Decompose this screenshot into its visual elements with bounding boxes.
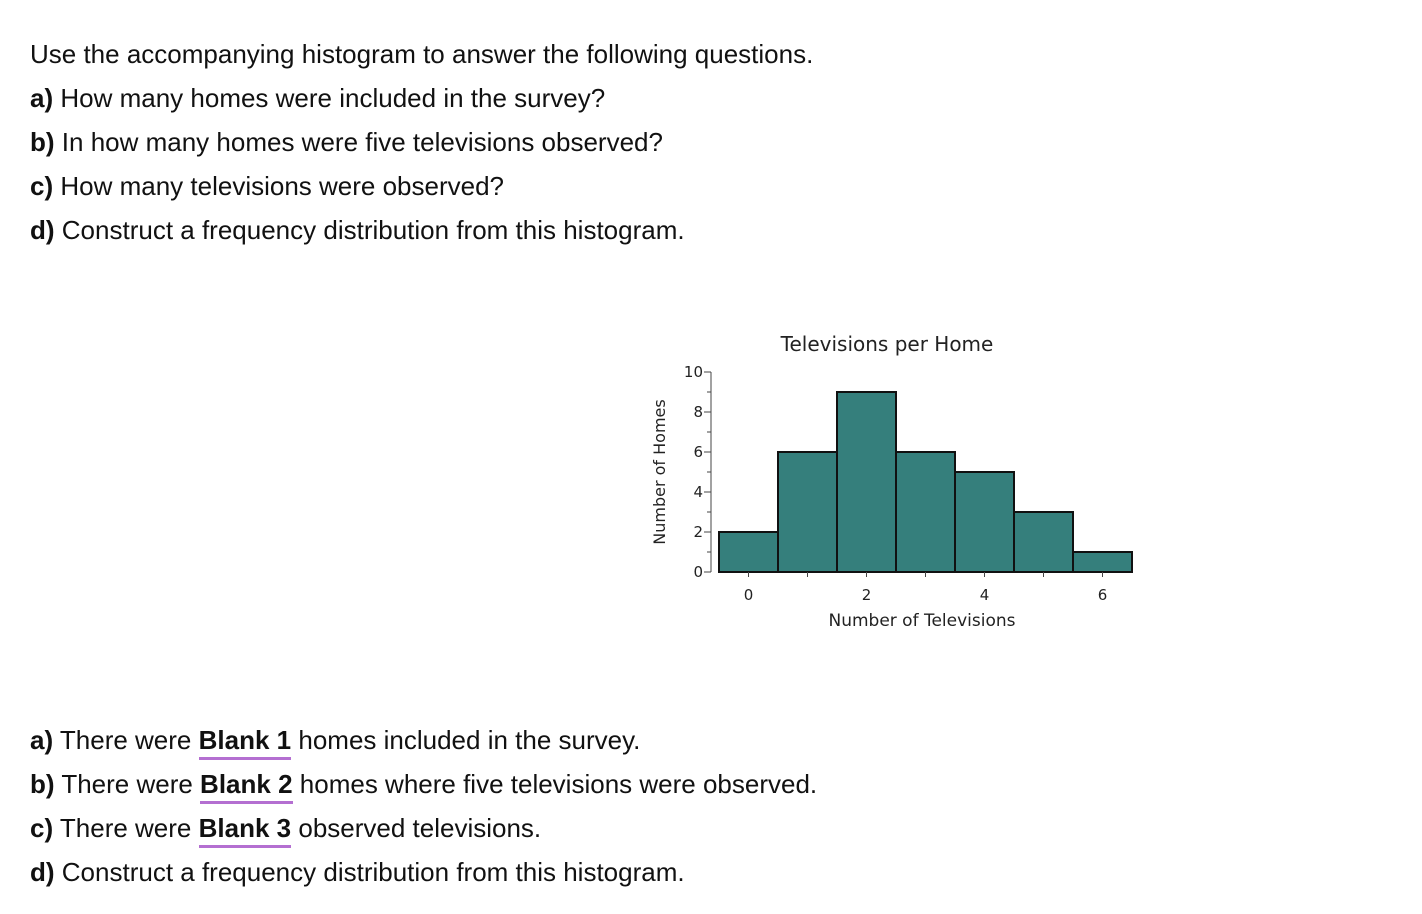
- x-axis-label: Number of Televisions: [828, 611, 1016, 631]
- x-tick-label: 2: [861, 586, 872, 604]
- question-intro: Use the accompanying histogram to answer the following questions.: [30, 39, 814, 69]
- y-tick-label: 8: [693, 403, 703, 421]
- x-tick-label: 6: [1097, 586, 1108, 604]
- question-block: [30, 36, 813, 256]
- answer-block: [30, 722, 817, 898]
- answer-d-label: d): [30, 857, 55, 887]
- histogram-bar-5: [1014, 512, 1073, 572]
- y-tick-label: 2: [693, 523, 703, 541]
- question-d-label: d): [30, 215, 55, 245]
- question-b-label: b): [30, 127, 55, 157]
- histogram-bar-2: [837, 392, 896, 572]
- blank-3-input[interactable]: Blank 3: [199, 813, 292, 848]
- question-b-text: In how many homes were five televisions observed?: [61, 127, 663, 157]
- question-c-text: How many televisions were observed?: [60, 171, 505, 201]
- answer-a-label: a): [30, 725, 54, 755]
- question-c: [30, 168, 813, 212]
- question-d-text: Construct a frequency distribution from this histogram.: [61, 215, 685, 245]
- answer-c-label: c): [30, 813, 54, 843]
- histogram-bar-1: [778, 452, 837, 572]
- question-a-label: a): [30, 83, 54, 113]
- bars-group: [719, 392, 1132, 572]
- answer-c: [30, 810, 817, 854]
- blank-2-input[interactable]: Blank 2: [200, 769, 293, 804]
- answer-b-after: homes where five televisions were observed.: [299, 769, 818, 799]
- y-tick-label: 4: [693, 483, 703, 501]
- answer-d-text: Construct a frequency distribution from this histogram.: [61, 857, 685, 887]
- histogram-chart: [640, 320, 1140, 640]
- answer-a-after: homes included in the survey.: [298, 725, 641, 755]
- y-tick-label: 10: [683, 363, 703, 381]
- answer-b-label: b): [30, 769, 55, 799]
- histogram-bar-0: [719, 532, 778, 572]
- y-axis-label: Number of Homes: [650, 399, 669, 545]
- x-tick-label: 0: [743, 586, 754, 604]
- answer-c-before: There were: [59, 813, 192, 843]
- histogram-bar-6: [1073, 552, 1132, 572]
- x-tick-label: 4: [979, 586, 990, 604]
- question-a-text: How many homes were included in the survey?: [60, 83, 606, 113]
- answer-c-after: observed televisions.: [298, 813, 542, 843]
- answer-d: [30, 854, 817, 898]
- histogram-bar-3: [896, 452, 955, 572]
- question-d: [30, 212, 813, 256]
- chart-title: Televisions per Home: [780, 332, 994, 356]
- answer-b-before: There were: [61, 769, 193, 799]
- blank-1-input[interactable]: Blank 1: [199, 725, 292, 760]
- y-tick-label: 6: [693, 443, 703, 461]
- question-c-label: c): [30, 171, 54, 201]
- question-a: [30, 80, 813, 124]
- question-b: [30, 124, 813, 168]
- answer-a: [30, 722, 817, 766]
- y-tick-label: 0: [693, 563, 703, 581]
- histogram-bar-4: [955, 472, 1014, 572]
- answer-a-before: There were: [59, 725, 192, 755]
- answer-b: [30, 766, 817, 810]
